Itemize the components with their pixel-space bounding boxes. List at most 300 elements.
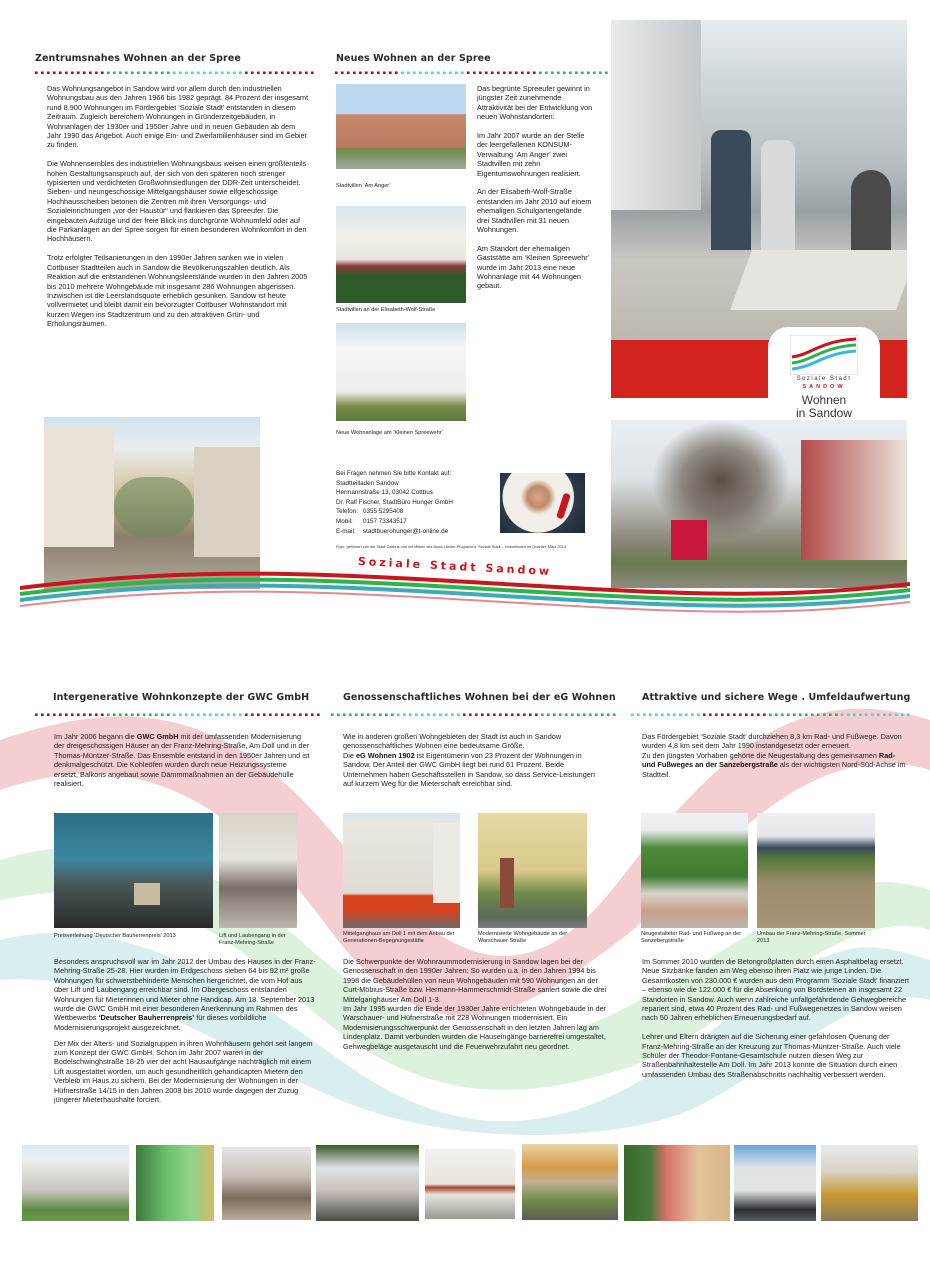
divider-dot [191, 714, 194, 717]
divider-dot [137, 72, 140, 75]
paragraph: Das begrünte Spreeufer gewinnt in jüngster Zeit zunehmende Attraktivität bei der Entwicklung von neuen Wohnstandorten: [477, 84, 593, 122]
photo-preisverleihung [54, 813, 213, 928]
caption: Modernisierte Wohngebäude an der Warschauer Straße [478, 931, 568, 944]
divider-dot [553, 714, 556, 717]
tagline-in-sandow: in Sandow [795, 406, 853, 420]
divider-dot [293, 72, 296, 75]
divider-dot [59, 72, 62, 75]
divider-dot [83, 72, 86, 75]
divider-dot [95, 714, 98, 717]
divider-dot [443, 72, 446, 75]
divider-dot [397, 714, 400, 717]
divider-dot [709, 714, 712, 717]
divider-dot [47, 72, 50, 75]
divider-dot [197, 714, 200, 717]
divider-dot [337, 714, 340, 717]
divider-dot [59, 714, 62, 717]
divider-dot [835, 714, 838, 717]
divider-dot [581, 72, 584, 75]
divider-dot [589, 714, 592, 717]
divider-dot [269, 72, 272, 75]
divider-dot [161, 72, 164, 75]
divider-dot [287, 714, 290, 717]
divider-dot [527, 72, 530, 75]
divider-dot [101, 714, 104, 717]
divider-dot [559, 714, 562, 717]
photo-spree-promenade [611, 20, 907, 340]
dotted-divider [334, 71, 610, 74]
divider-dot [53, 714, 56, 717]
divider-dot [445, 714, 448, 717]
paragraph: Im Jahr 2007 wurde an der Stelle der leergefallenen KONSUM-Verwaltung ‘Am Anger’ zwei Stadtvillen mit zehn Eigentumswohnungen realisiert. [477, 131, 585, 178]
divider-dot [305, 72, 308, 75]
divider-dot [371, 72, 374, 75]
text-block-eg-wohnen-intro [343, 732, 605, 798]
section-heading-attraktive-wege: Attraktive und sichere Wege . Umfeldaufwertung [642, 692, 911, 703]
paragraph: Der Mix der Alters- und Sozialgruppen in ihren Wohnhäusern gehört seit langem zum Konzept der GWC GmbH. Schon im Jahr 2007 waren in der Bodelschwinghstraße 18-25 vier der acht Hausaufgänge nachträglich mit einem Lift ausgestattet worden, um auch gesundheitlich gehandicapten Mietern den Verbleib im Haus zu sichern. Bei der Modernisierung der Wohnungen in der Hüfnerstraße 14/15 in den Jahren 2008 bis 2010 wurde dagegen der Zuzug jüngerer Mieterhaushalte forciert. [54, 1038, 313, 1105]
divider-dot [221, 72, 224, 75]
divider-dot [149, 72, 152, 75]
divider-dot [557, 72, 560, 75]
divider-dot [83, 714, 86, 717]
divider-dot [667, 714, 670, 717]
photo-stadtvillen-am-anger [336, 84, 466, 169]
divider-dot [119, 72, 122, 75]
divider-dot [161, 714, 164, 717]
caption: Mittelganghaus am Doll 1 mit dem Anbau der Generationen-Begegnungsstätte [343, 931, 455, 944]
divider-dot [419, 72, 422, 75]
divider-dot [251, 714, 254, 717]
divider-dot [733, 714, 736, 717]
divider-dot [263, 714, 266, 717]
divider-dot [509, 72, 512, 75]
divider-dot [391, 714, 394, 717]
divider-dot [119, 714, 122, 717]
award-model [134, 883, 160, 905]
telephone-icon [556, 493, 571, 520]
divider-dot [41, 72, 44, 75]
divider-dot [907, 714, 910, 717]
divider-dot [41, 714, 44, 717]
section-heading-genossenschaftliches: Genossenschaftliches Wohnen bei der eG Wohnen [343, 692, 616, 703]
divider-dot [533, 72, 536, 75]
paragraph: Im Jahr 2006 begann die GWC GmbH mit der umfassenden Modernisierung der dreigeschossigen Häuser an der Franz-Mehring-Straße, Am Doll und in der Thomas-Müntzer-Straße. Das Ensemble entstand in den 1950er Jahren und ist denkmalgeschützt. Die Kohleöfen wurden durch neue Heizungssysteme ersetzt, Balkons angebaut sowie Dämmmaßnahmen an der Gebäudehülle realisiert. [54, 732, 310, 789]
divider-dot [367, 714, 370, 717]
divider-dot [209, 714, 212, 717]
divider-dot [335, 72, 338, 75]
strip-photo-2 [136, 1145, 214, 1221]
divider-dot [539, 72, 542, 75]
paragraph: Besonders anspruchsvoll war im Jahr 2012 der Umbau des Hauses in der Franz-Mehring-Straße 25-28. Hier wurden im Erdgeschoss sieben 64 bis 92 m² große Wohnungen für schwerstbehinderte Menschen hergerichtet, die vom Hof aus über Lift und Laubengang erreichbar sind. Im Obergeschoss entstanden Wohnungen für Mieterinnen und Mieter ohne Handicap. Am 18. September 2013 wurde die GWC GmbH mit einer besonderen Anerkennung im Rahmen des Wettbewerbs ‘Deutscher Bauherrenpreis’ für dieses vorbildliche Modernisierungsprojekt ausgezeichnet. [54, 957, 316, 1032]
divider-dot [571, 714, 574, 717]
divider-dot [227, 72, 230, 75]
contact-org: Stadtteilladen Sandow [336, 479, 399, 487]
tagline-wohnen: Wohnen [801, 393, 847, 407]
divider-dot [577, 714, 580, 717]
divider-dot [379, 714, 382, 717]
divider-dot [545, 72, 548, 75]
divider-dot [77, 72, 80, 75]
divider-dot [317, 714, 320, 717]
divider-dot [149, 714, 152, 717]
divider-dot [383, 72, 386, 75]
caption: Neugestalteter Rad- und Fußweg an der Sanzebergstraße [641, 931, 742, 944]
divider-dot [811, 714, 814, 717]
text-block-gwc-intro [54, 732, 312, 798]
divider-dot [799, 714, 802, 717]
divider-dot [541, 714, 544, 717]
divider-dot [373, 714, 376, 717]
divider-dot [179, 72, 182, 75]
divider-dot [865, 714, 868, 717]
divider-dot [473, 72, 476, 75]
divider-dot [53, 72, 56, 75]
strip-photo-9 [821, 1145, 918, 1221]
divider-dot [643, 714, 646, 717]
divider-dot [491, 72, 494, 75]
section-heading-intergenerative: Intergenerative Wohnkonzepte der GWC GmbH [53, 692, 310, 703]
paragraph: Die eG Wohnen 1902 ist Eigentümerin von 23 Prozent der Wohnungen in Sandow. Der Anteil der GWC GmbH liegt bei rund 61 Prozent. Beide Unternehmen haben Geschäftsstellen in Sandow, so dass Service-Leistungen auf kurzem Weg für die Mieterschaft erreichbar sind. [343, 750, 595, 789]
divider-dot [497, 72, 500, 75]
contact-mobile: Mobil: 0157 73343517 [336, 517, 407, 525]
divider-dot [407, 72, 410, 75]
divider-dot [287, 72, 290, 75]
divider-dot [595, 714, 598, 717]
photo-warschauer-strasse [478, 813, 587, 928]
divider-dot [475, 714, 478, 717]
divider-dot [209, 72, 212, 75]
paragraph: Die Schwerpunkte der Wohnraummodernisierung in Sandow lagen bei der Genossenschaft in den 1990er Jahren: So wurden u.a. in den Jahren 1994 bis 1998 die Gebäudehüllen von neun Wohngebäuden mit 590 Wohnungen an der Curt-Möbius-Straße bzw. Hermann-Hammerschmidt-Straße saniert sowie die drei Mittelganghäuser Am Doll 1-3. [343, 957, 607, 1004]
divider-dot [349, 714, 352, 717]
paragraph: Wie in anderen großen Wohngebieten der Stadt ist auch in Sandow genossenschaftliches Wohnen eine bedeutsame Größe. [343, 732, 562, 751]
divider-dot [197, 72, 200, 75]
divider-dot [305, 714, 308, 717]
divider-dot [239, 714, 242, 717]
divider-dot [107, 72, 110, 75]
divider-dot [167, 72, 170, 75]
dotted-divider [630, 713, 910, 716]
divider-dot [781, 714, 784, 717]
divider-dot [847, 714, 850, 717]
divider-dot [155, 714, 158, 717]
divider-dot [311, 714, 314, 717]
divider-dot [649, 714, 652, 717]
text-block-wege-intro [642, 732, 906, 788]
paragraph: Das Wohnungsangebot in Sandow wird vor allem durch den industriellen Wohnungsbau aus den Jahren 1966 bis 1982 geprägt. 84 Prozent der insgesamt rund 8.900 Wohnungen im Fördergebiet ‘Soziale Stadt’ entstanden in diesem Zeitraum. Zugleich bereichern Wohnungen in Gründerzeitgebäuden, in Wohnanlagen der 1930er und 1950er Jahre und in neuen Gebäuden ab dem Jahr 1990 das Angebot. Auch einige Ein- und Zweifamilienhäuser sind im Gebiet zu finden. [47, 84, 309, 150]
divider-dot [47, 714, 50, 717]
text-block-eg-wohnen-details [343, 957, 609, 1051]
divider-dot [439, 714, 442, 717]
divider-dot [77, 714, 80, 717]
divider-dot [751, 714, 754, 717]
divider-dot [89, 72, 92, 75]
divider-dot [71, 72, 74, 75]
brand-wave-text: Soziale Stadt Sandow [357, 554, 553, 579]
divider-dot [113, 714, 116, 717]
divider-dot [257, 714, 260, 717]
divider-dot [359, 72, 362, 75]
divider-dot [263, 72, 266, 75]
divider-dot [257, 72, 260, 75]
section-heading-neues-wohnen: Neues Wohnen an der Spree [336, 53, 491, 64]
divider-dot [517, 714, 520, 717]
caption: Neue Wohnanlage am ‘Kleinen Spreewehr’ [336, 430, 444, 436]
divider-dot [463, 714, 466, 717]
paragraph: Die Wohnensembles des industriellen Wohnungsbaus weisen einen größtenteils hohen Gestaltungsanspruch auf, der sich von den späteren noch strenger typisierten und verdichteten Großwohnsiedlungen der DDR-Zeit unterscheidet. Sieben- und neungeschossige Mittelgangshäuser sowie elfgeschossige Hochhausscheiben betonen die Zentren mit ihren Versorgungs- und Sozialeinrichtungen „vor der Haustür“ und flankieren das Spreeufer. Die eingebauten Aufzüge und der freie Blick ins durchgrünte Wohnumfeld oder auf die Parkanlagen an der Spree sorgen für einen besonderen Wohnkomfort in den Hochhäusern. [47, 159, 307, 244]
footnote: Flyer: gefördert von der Stadt Cottbus und mit Mitteln des Bund-Länder-Programms ‘Soziale Stadt – Investitionen im Quartier’ März 2014 [336, 545, 566, 549]
divider-dot [523, 714, 526, 717]
paragraph: An der Elisabeth-Wolf-Straße entstanden im Jahr 2010 auf einem ehemaligen Schulgartengelände drei Stadtvillen mit 31 neuen Wohnungen. [477, 187, 592, 235]
divider-dot [269, 714, 272, 717]
photo-rad-fussweg-sanzebergstrasse [641, 813, 748, 928]
divider-dot [95, 72, 98, 75]
divider-dot [679, 714, 682, 717]
divider-dot [389, 72, 392, 75]
text-block-neues-wohnen [477, 84, 595, 300]
logo-badge [768, 327, 880, 427]
divider-dot [275, 714, 278, 717]
divider-dot [661, 714, 664, 717]
divider-dot [691, 714, 694, 717]
caption: Umbau der Franz-Mehring-Straße, Sommer 2013 [757, 931, 866, 944]
divider-dot [529, 714, 532, 717]
divider-dot [331, 714, 334, 717]
divider-dot [403, 714, 406, 717]
caption: Lift und Laubengang in der Franz-Mehring-Straße [219, 933, 286, 946]
divider-dot [65, 72, 68, 75]
divider-dot [787, 714, 790, 717]
caption: Preisverleihung ‘Deutscher Bauherrenpreis’ 2013 [54, 933, 176, 939]
divider-dot [377, 72, 380, 75]
divider-dot [515, 72, 518, 75]
divider-dot [361, 714, 364, 717]
divider-dot [191, 72, 194, 75]
divider-dot [101, 72, 104, 75]
text-block-wege-details [642, 957, 910, 1079]
divider-dot [853, 714, 856, 717]
divider-dot [793, 714, 796, 717]
divider-dot [245, 72, 248, 75]
divider-dot [697, 714, 700, 717]
strip-photo-7 [624, 1145, 730, 1221]
divider-dot [131, 72, 134, 75]
divider-dot [395, 72, 398, 75]
contact-email[interactable]: E-mail: stadtbuerohunger@t-online.de [336, 527, 449, 535]
divider-dot [727, 714, 730, 717]
divider-dot [715, 714, 718, 717]
divider-dot [431, 72, 434, 75]
photo-lift-laubengang [219, 813, 297, 928]
contact-intro: Bei Fragen nehmen Sie bitte Kontakt auf: [336, 470, 452, 477]
divider-dot [745, 714, 748, 717]
divider-dot [469, 714, 472, 717]
contact-person: Dr. Ralf Fischer, StadtBüro Hunger GmbH [336, 498, 453, 506]
contact-address: Hermannstraße 13, 03042 Cottbus [336, 489, 433, 497]
paragraph: Zu den jüngsten Vorhaben gehörte die Neugestaltung des gemeinsamen Rad- und Fußweges an der Sanzebergstraße als der wichtigsten Nord-Süd-Achse im Stadtteil. [642, 750, 906, 779]
divider-dot [889, 714, 892, 717]
divider-dot [493, 714, 496, 717]
divider-dot [227, 714, 230, 717]
divider-dot [35, 714, 38, 717]
divider-dot [485, 72, 488, 75]
divider-dot [859, 714, 862, 717]
divider-dot [823, 714, 826, 717]
divider-dot [775, 714, 778, 717]
divider-dot [299, 72, 302, 75]
logo-line1: Soziale Stadt [796, 376, 852, 382]
divider-dot [275, 72, 278, 75]
divider-dot [401, 72, 404, 75]
dotted-divider [330, 713, 620, 716]
soziale-stadt-logo-icon [790, 335, 858, 375]
divider-dot [355, 714, 358, 717]
divider-dot [413, 72, 416, 75]
divider-dot [487, 714, 490, 717]
divider-dot [203, 72, 206, 75]
divider-dot [451, 714, 454, 717]
divider-dot [673, 714, 676, 717]
divider-dot [503, 72, 506, 75]
divider-dot [593, 72, 596, 75]
divider-dot [895, 714, 898, 717]
divider-dot [343, 714, 346, 717]
divider-dot [131, 714, 134, 717]
divider-dot [113, 72, 116, 75]
divider-dot [455, 72, 458, 75]
dotted-divider [34, 713, 324, 716]
divider-dot [877, 714, 880, 717]
divider-dot [299, 714, 302, 717]
divider-dot [179, 714, 182, 717]
strip-photo-6 [522, 1144, 618, 1220]
divider-dot [437, 72, 440, 75]
divider-dot [565, 714, 568, 717]
photo-stadtvillen-elisabeth-wolf-strasse [336, 206, 466, 303]
divider-dot [703, 714, 706, 717]
divider-dot [347, 72, 350, 75]
divider-dot [385, 714, 388, 717]
divider-dot [871, 714, 874, 717]
divider-dot [89, 714, 92, 717]
divider-dot [521, 72, 524, 75]
divider-dot [511, 714, 514, 717]
divider-dot [251, 72, 254, 75]
divider-dot [203, 714, 206, 717]
divider-dot [829, 714, 832, 717]
divider-dot [35, 72, 38, 75]
divider-dot [427, 714, 430, 717]
divider-dot [481, 714, 484, 717]
section-heading-zentrumsnahes: Zentrumsnahes Wohnen an der Spree [35, 53, 241, 64]
paragraph: Lehrer und Eltern drängten auf die Sicherung einer gefahrlosen Querung der Franz-Mehring-Straße an der Kreuzung zur Thomas-Müntzer-Straße. Auch viele Schüler der Theodor-Fontane-Gesamtschule nutzen diesen Weg zur Straßenbahnhaltestelle Am Doll. Im Jahr 2013 konnte die Situation durch einen umfassenden Umbau des Straßenabschnitts nachhaltig verbessert werden. [642, 1032, 901, 1079]
divider-dot [757, 714, 760, 717]
logo-line2: SANDOW [802, 384, 846, 390]
divider-dot [143, 72, 146, 75]
divider-dot [479, 72, 482, 75]
divider-dot [769, 714, 772, 717]
divider-dot [655, 714, 658, 717]
divider-dot [449, 72, 452, 75]
divider-dot [763, 714, 766, 717]
divider-dot [551, 72, 554, 75]
divider-dot [631, 714, 634, 717]
divider-dot [563, 72, 566, 75]
divider-dot [167, 714, 170, 717]
divider-dot [467, 72, 470, 75]
divider-dot [155, 72, 158, 75]
divider-dot [173, 72, 176, 75]
divider-dot [599, 72, 602, 75]
divider-dot [65, 714, 68, 717]
paragraph: Im Jahr 1995 wurden die Ende der 1930er Jahre errichteten Wohngebäude in der Warschauer- und Hüfnerstraße mit 228 Wohnungen modernisiert. Ein Modernisierungsschwerpunkt der Genossenschaft in den letzten Jahren lag am Lindenplatz. Damit verbunden wurden die Hauseingänge barrierefrei umgestaltet, Gehwegbeläge ausgetauscht und die Feuerwehrzufahrt neu geordnet. [343, 1004, 607, 1051]
divider-dot [415, 714, 418, 717]
divider-dot [233, 714, 236, 717]
divider-dot [457, 714, 460, 717]
divider-dot [185, 714, 188, 717]
divider-dot [721, 714, 724, 717]
divider-dot [173, 714, 176, 717]
divider-dot [605, 72, 608, 75]
strip-photo-5 [425, 1149, 515, 1219]
divider-dot [505, 714, 508, 717]
divider-dot [239, 72, 242, 75]
divider-dot [125, 72, 128, 75]
divider-dot [685, 714, 688, 717]
divider-dot [601, 714, 604, 717]
divider-dot [901, 714, 904, 717]
divider-dot [547, 714, 550, 717]
divider-dot [311, 72, 314, 75]
text-block-zentrumsnahes [47, 84, 309, 338]
divider-dot [125, 714, 128, 717]
divider-dot [587, 72, 590, 75]
divider-dot [215, 714, 218, 717]
strip-photo-8 [734, 1145, 816, 1221]
paragraph: Das Fördergebiet ‘Soziale Stadt’ durchziehen 8,3 km Rad- und Fußwege. Davon wurden 4,8 km seit dem Jahr 1990 instandgesetzt oder erneuert. [642, 732, 902, 751]
strip-photo-3 [222, 1147, 311, 1220]
divider-dot [281, 72, 284, 75]
divider-dot [461, 72, 464, 75]
caption: Stadtvillen ‘Am Anger’ [336, 183, 391, 189]
divider-dot [637, 714, 640, 717]
divider-dot [499, 714, 502, 717]
divider-dot [293, 714, 296, 717]
divider-dot [607, 714, 610, 717]
divider-dot [71, 714, 74, 717]
strip-photo-4 [316, 1145, 419, 1221]
divider-dot [221, 714, 224, 717]
dotted-divider [34, 71, 319, 74]
divider-dot [137, 714, 140, 717]
paragraph: Im Sommer 2010 wurden die Betongroßplatten durch einen Asphaltbelag ersetzt. Neue Sitzbänke fanden am Weg ebenso ihren Platz wie junge Linden. Die Gesamtkosten von 230.000 € wurden aus dem Programm ‘Soziale Stadt’ finanziert – ebenso wie die 122.000 € für die Absenkung von Bordsteinen an insgesamt 22 Standorten in Sandow. Auch wenn zahlreiche unfallgefährdende Gehwegbereiche repariert sind, etwa 40 Prozent des Rad- und Fußwegenetzes in Sandow weisen nach 50 Jahren erheblichen Erneuerungsbedarf auf. [642, 957, 910, 1023]
photo-umbau-franz-mehring-strasse [757, 813, 875, 928]
caption: Stadtvillen an der Elisabeth-Wolf-Straße [336, 307, 436, 313]
divider-dot [817, 714, 820, 717]
divider-dot [353, 72, 356, 75]
divider-dot [245, 714, 248, 717]
divider-dot [425, 72, 428, 75]
divider-dot [365, 72, 368, 75]
strip-photo-1 [22, 1145, 129, 1221]
divider-dot [569, 72, 572, 75]
divider-dot [841, 714, 844, 717]
divider-dot [433, 714, 436, 717]
divider-dot [107, 714, 110, 717]
divider-dot [805, 714, 808, 717]
contact-phone: Telefon: 0355 5295408 [336, 508, 404, 516]
divider-dot [575, 72, 578, 75]
paragraph: Trotz erfolgter Teilsanierungen in den 1990er Jahren sanken wie in vielen Cottbuser Stadtteilen auch in Sandow die Bevölkerungszahlen deutlich. Als Reaktion auf die entstandenen Wohnungsleerstände wurden in den Jahren 2005 bis 2010 mehrere Wohngebäude mit insgesamt 286 Wohnungen abgerissen. Inzwischen ist die Leerstandsquote erheblich gesunken. Sandow ist heute vollvermietet und bleibt damit ein bevorzugter Cottbuser Wohnstandort mit kurzen Wegen ins Stadtzentrum und zu den attraktiven Grün- und Erholungsräumen. [47, 253, 308, 329]
